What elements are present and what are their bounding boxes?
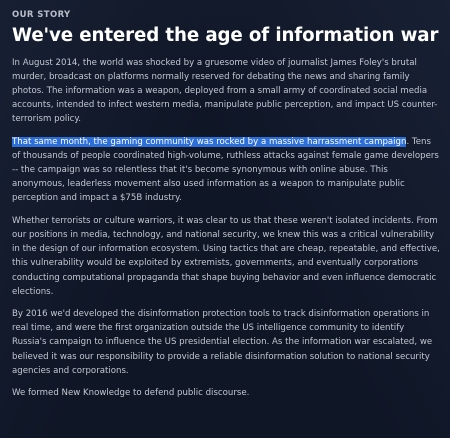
section-eyebrow: OUR STORY — [12, 10, 71, 20]
selected-text[interactable]: That same month, the gaming community was rocked by a massive harrassment campaign — [12, 137, 407, 148]
story-paragraph-2-rest: . Tens of thousands of people coordinated high-volume, ruthless attacks against female game developers -- the campaign was so relentless that it's become synonymous with online abuse. This anonymous, leaderless movement also used information as a weapon to manipulate public perception and impact a $75B industry. — [12, 137, 439, 204]
page-title: We've entered the age of information war — [12, 25, 439, 46]
story-paragraph-5: We formed New Knowledge to defend public discourse. — [12, 388, 250, 399]
story-paragraph-4: By 2016 we'd developed the disinformation protection tools to track disinformation operations in real time, and were the first organization outside the US intelligence community to identify Russia's campaign to influence the US presidential election. As the information war escalated, we believed it was our responsibility to provide a reliable disinformation solution to national security agencies and corporations. — [12, 309, 433, 376]
story-paragraph-1: In August 2014, the world was shocked by a gruesome video of journalist James Foley's brutal murder, broadcast on platforms normally reserved for debating the news and sharing family photos. The information was a weapon, deployed from a small army of coordinated social media accounts, intended to infect western media, manipulate public perception, and impact US counter-terrorism policy. — [12, 58, 438, 125]
our-story-section — [12, 9, 440, 400]
story-paragraph-2 — [12, 135, 440, 205]
story-paragraph-3: Whether terrorists or culture warriors, it was clear to us that these weren't isolated incidents. From our positions in media, technology, and national security, we knew this was a critical vulnerability in the design of our information ecosystem. Using tactics that are cheap, repeatable, and effective, this vulnerability would be exploited by extremists, governments, and eventually corporations conducting computational propaganda that shape buying behavior and even influence democratic elections. — [12, 216, 440, 297]
